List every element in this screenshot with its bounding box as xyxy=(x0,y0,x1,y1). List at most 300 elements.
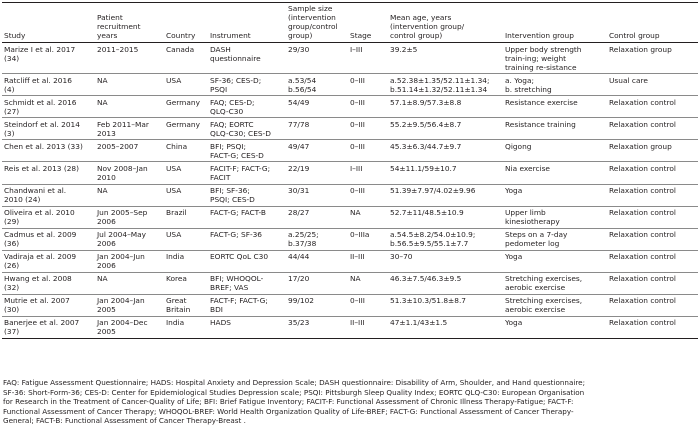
cell-instrument xyxy=(208,74,286,96)
cell-text: 49/47 xyxy=(288,141,310,151)
cell-text: Steindorf et al. 2014 xyxy=(4,119,80,129)
cell-country xyxy=(164,206,208,228)
cell-control-group xyxy=(607,43,698,74)
cell-intervention-group xyxy=(503,118,607,140)
cell-text: 28/27 xyxy=(288,208,310,218)
cell-recruitment-years xyxy=(95,140,164,162)
cell-text: (4) xyxy=(4,84,15,94)
cell-text: USA xyxy=(166,163,182,173)
cell-recruitment-years xyxy=(95,316,164,338)
cell-text: 2005–2007 xyxy=(97,141,139,151)
cell-text: 0–III xyxy=(350,75,365,85)
table-row xyxy=(2,118,698,140)
table-row xyxy=(2,272,698,294)
header-text: recruitment xyxy=(97,22,141,32)
cell-text: Chandwani et al. xyxy=(4,186,67,196)
cell-mean-age xyxy=(388,184,503,206)
cell-text: PSQI; CES-D xyxy=(210,195,255,205)
cell-stage xyxy=(348,96,388,118)
header-text: Patient xyxy=(97,13,123,23)
cell-text: II–III xyxy=(350,318,365,328)
column-header-stage xyxy=(348,3,388,43)
cell-text: 46.3±7.5/46.3±9.5 xyxy=(390,274,462,284)
cell-sample-size xyxy=(286,206,348,228)
cell-recruitment-years xyxy=(95,272,164,294)
cell-text: QLQ-C30 xyxy=(210,106,244,116)
cell-stage xyxy=(348,162,388,184)
cell-text: Feb 2011–Mar xyxy=(97,119,149,129)
study-table-container xyxy=(2,2,698,339)
cell-instrument xyxy=(208,206,286,228)
cell-text: 57.1±8.9/57.3±8.8 xyxy=(390,97,462,107)
study-characteristics-table xyxy=(2,2,698,339)
column-header-study xyxy=(2,3,95,43)
cell-text: (34) xyxy=(4,53,20,63)
cell-text: Oliveira et al. 2010 xyxy=(4,208,75,218)
cell-text: BREF; VAS xyxy=(210,283,249,293)
cell-text: DASH xyxy=(210,44,231,54)
cell-text: 55.2±9.5/56.4±8.7 xyxy=(390,119,462,129)
cell-text: China xyxy=(166,141,188,151)
cell-text: Nia exercise xyxy=(505,163,550,173)
cell-text: Resistance training xyxy=(505,119,576,129)
cell-mean-age xyxy=(388,96,503,118)
cell-sample-size xyxy=(286,316,348,338)
cell-text: a.54.5±8.2/54.0±10.9; xyxy=(390,230,476,240)
cell-recruitment-years xyxy=(95,43,164,74)
cell-text: NA xyxy=(97,97,108,107)
cell-text: II–III xyxy=(350,252,365,262)
cell-text: Relaxation control xyxy=(609,252,676,262)
cell-study xyxy=(2,74,95,96)
column-header-sample-size xyxy=(286,3,348,43)
cell-text: FAQ; CES-D; xyxy=(210,97,255,107)
table-row xyxy=(2,184,698,206)
cell-text: FACT-G; FACT-B xyxy=(210,208,266,218)
cell-sample-size xyxy=(286,250,348,272)
cell-text: NA xyxy=(97,186,108,196)
cell-recruitment-years xyxy=(95,162,164,184)
cell-instrument xyxy=(208,118,286,140)
table-row xyxy=(2,74,698,96)
cell-sample-size xyxy=(286,228,348,250)
cell-sample-size xyxy=(286,118,348,140)
cell-instrument xyxy=(208,96,286,118)
cell-text: Brazil xyxy=(166,208,187,218)
cell-text: 0–III xyxy=(350,97,365,107)
header-text: Intervention group xyxy=(505,31,574,41)
cell-text: USA xyxy=(166,75,182,85)
cell-study xyxy=(2,228,95,250)
cell-study xyxy=(2,316,95,338)
cell-text: Canada xyxy=(166,44,195,54)
cell-text: Reis et al. 2013 (28) xyxy=(4,163,80,173)
cell-text: Marize I et al. 2017 xyxy=(4,44,76,54)
cell-study xyxy=(2,140,95,162)
header-text: Sample size xyxy=(288,4,333,13)
cell-control-group xyxy=(607,272,698,294)
cell-intervention-group xyxy=(503,43,607,74)
cell-text: 22/19 xyxy=(288,163,310,173)
cell-text: aerobic exercise xyxy=(505,305,566,315)
cell-text: Relaxation control xyxy=(609,186,676,196)
cell-control-group xyxy=(607,118,698,140)
cell-text: (37) xyxy=(4,327,20,337)
cell-instrument xyxy=(208,316,286,338)
cell-text: Relaxation control xyxy=(609,274,676,284)
cell-text: Relaxation control xyxy=(609,318,676,328)
cell-study xyxy=(2,43,95,74)
table-row xyxy=(2,250,698,272)
cell-text: EORTC QoL C30 xyxy=(210,252,269,262)
header-text: (intervention group/ xyxy=(390,22,465,32)
header-text: Country xyxy=(166,31,196,41)
cell-control-group xyxy=(607,206,698,228)
cell-text: (32) xyxy=(4,283,20,293)
cell-sample-size xyxy=(286,272,348,294)
cell-instrument xyxy=(208,272,286,294)
cell-text: Relaxation group xyxy=(609,44,672,54)
cell-mean-age xyxy=(388,206,503,228)
cell-country xyxy=(164,250,208,272)
cell-recruitment-years xyxy=(95,250,164,272)
column-header-country xyxy=(164,3,208,43)
cell-country xyxy=(164,118,208,140)
cell-text: (29) xyxy=(4,217,20,227)
column-header-intervention-group xyxy=(503,3,607,43)
header-text: (intervention xyxy=(288,13,336,23)
cell-instrument xyxy=(208,43,286,74)
cell-stage xyxy=(348,250,388,272)
cell-text: b.56.5±9.5/55.1±7.7 xyxy=(390,239,469,249)
cell-text: USA xyxy=(166,186,182,196)
cell-country xyxy=(164,272,208,294)
cell-text: (36) xyxy=(4,239,20,249)
cell-intervention-group xyxy=(503,184,607,206)
cell-text: 39.2±5 xyxy=(390,44,418,54)
cell-text: Yoga xyxy=(505,186,523,196)
cell-text: Jan 2004–Jan xyxy=(97,296,145,306)
cell-text: Cadmus et al. 2009 xyxy=(4,230,77,240)
cell-instrument xyxy=(208,140,286,162)
cell-text: 30–70 xyxy=(390,252,413,262)
table-header xyxy=(2,3,698,43)
cell-text: Germany xyxy=(166,97,200,107)
cell-text: Schmidt et al. 2016 xyxy=(4,97,77,107)
cell-text: 2011–2015 xyxy=(97,44,139,54)
cell-stage xyxy=(348,294,388,316)
cell-stage xyxy=(348,140,388,162)
cell-control-group xyxy=(607,250,698,272)
footnote-line: for Research in the Treatment of Cancer-Quality of Life; BFI: Brief Fatigue Inventory; FACIT-F: Functional Assessment of Chronic Illness Therapy-Fatigue; FACT-F: xyxy=(3,397,574,407)
cell-text: 2010 xyxy=(97,173,116,182)
cell-intervention-group xyxy=(503,162,607,184)
table-row xyxy=(2,294,698,316)
cell-intervention-group xyxy=(503,206,607,228)
table-row xyxy=(2,43,698,74)
cell-country xyxy=(164,228,208,250)
cell-stage xyxy=(348,43,388,74)
cell-recruitment-years xyxy=(95,74,164,96)
cell-control-group xyxy=(607,162,698,184)
cell-country xyxy=(164,74,208,96)
cell-instrument xyxy=(208,162,286,184)
header-row xyxy=(2,3,698,43)
cell-study xyxy=(2,96,95,118)
cell-text: Jul 2004–May xyxy=(97,230,147,240)
footnote-line: FAQ: Fatigue Assessment Questionnaire; HADS: Hospital Anxiety and Depression Scale; DASH questionnaire: Disability of Arm, Shoulder, and Hand questionnaire; xyxy=(3,378,585,387)
cell-text: questionnaire xyxy=(210,53,261,63)
cell-text: Upper limb xyxy=(505,208,546,218)
cell-text: SF-36; CES-D; xyxy=(210,75,262,85)
cell-text: (30) xyxy=(4,305,20,315)
cell-control-group xyxy=(607,228,698,250)
cell-mean-age xyxy=(388,228,503,250)
cell-text: 54±11.1/59±10.7 xyxy=(390,163,457,173)
cell-instrument xyxy=(208,294,286,316)
cell-stage xyxy=(348,206,388,228)
cell-text: pedometer log xyxy=(505,239,560,249)
table-footnote xyxy=(3,378,697,426)
header-text: control group) xyxy=(390,31,443,41)
table-row xyxy=(2,316,698,338)
cell-intervention-group xyxy=(503,272,607,294)
cell-text: Vadiraja et al. 2009 xyxy=(4,252,77,262)
cell-text: 44/44 xyxy=(288,252,310,262)
cell-text: NA xyxy=(350,208,361,218)
cell-text: 54/49 xyxy=(288,97,310,107)
cell-sample-size xyxy=(286,162,348,184)
cell-intervention-group xyxy=(503,228,607,250)
cell-intervention-group xyxy=(503,316,607,338)
cell-country xyxy=(164,43,208,74)
cell-control-group xyxy=(607,184,698,206)
table-body xyxy=(2,43,698,339)
cell-text: Banerjee et al. 2007 xyxy=(4,318,80,328)
column-header-instrument xyxy=(208,3,286,43)
cell-text: a.52.38±1.35/52.11±1.34; xyxy=(390,75,490,85)
cell-text: 51.3±10.3/51.8±8.7 xyxy=(390,296,466,306)
cell-text: Korea xyxy=(166,274,187,284)
cell-instrument xyxy=(208,228,286,250)
cell-text: b.37/38 xyxy=(288,239,317,249)
cell-sample-size xyxy=(286,96,348,118)
cell-text: Usual care xyxy=(609,75,648,85)
footnote-line: SF-36: Short-Form-36; CES-D: Center for Epidemiological Studies Depression scale; PSQI: Pittsburgh Sleep Quality Index; EORTC QLQ-C30: European Organisation xyxy=(3,387,585,397)
column-header-recruitment-years xyxy=(95,3,164,43)
cell-intervention-group xyxy=(503,140,607,162)
cell-text: a.53/54 xyxy=(288,75,317,85)
cell-text: FACT-G; CES-D xyxy=(210,150,264,160)
header-text: Control group xyxy=(609,31,660,41)
cell-text: Relaxation control xyxy=(609,208,676,218)
cell-country xyxy=(164,184,208,206)
cell-text: BDI xyxy=(210,305,223,315)
cell-recruitment-years xyxy=(95,184,164,206)
cell-country xyxy=(164,96,208,118)
cell-intervention-group xyxy=(503,294,607,316)
cell-text: 0–III xyxy=(350,296,365,306)
cell-text: a.25/25; xyxy=(288,230,319,240)
table-row xyxy=(2,228,698,250)
cell-recruitment-years xyxy=(95,228,164,250)
cell-text: BFI; PSQI; xyxy=(210,141,246,151)
cell-mean-age xyxy=(388,294,503,316)
column-header-control-group xyxy=(607,3,698,43)
cell-text: 0–III xyxy=(350,186,365,196)
cell-text: aerobic exercise xyxy=(505,283,566,293)
cell-mean-age xyxy=(388,140,503,162)
cell-intervention-group xyxy=(503,74,607,96)
cell-intervention-group xyxy=(503,250,607,272)
cell-sample-size xyxy=(286,184,348,206)
cell-mean-age xyxy=(388,118,503,140)
cell-text: 17/20 xyxy=(288,274,310,284)
cell-text: HADS xyxy=(210,318,231,328)
cell-stage xyxy=(348,118,388,140)
cell-country xyxy=(164,162,208,184)
cell-text: BFI; SF-36; xyxy=(210,186,250,196)
cell-text: (3) xyxy=(4,128,15,138)
cell-text: 99/102 xyxy=(288,296,315,306)
cell-text: Relaxation control xyxy=(609,97,676,107)
cell-text: (27) xyxy=(4,106,20,116)
cell-text: 35/23 xyxy=(288,318,310,328)
cell-text: Jan 2004–Jun xyxy=(97,252,145,262)
table-row xyxy=(2,206,698,228)
header-text: Study xyxy=(4,31,26,41)
cell-text: 0–III xyxy=(350,119,365,129)
cell-text: Yoga xyxy=(505,318,523,328)
cell-text: 2006 xyxy=(97,217,116,227)
cell-recruitment-years xyxy=(95,294,164,316)
cell-sample-size xyxy=(286,43,348,74)
cell-stage xyxy=(348,316,388,338)
header-text: Instrument xyxy=(210,31,251,41)
cell-text: QLQ-C30; CES-D xyxy=(210,128,271,138)
cell-text: Qigong xyxy=(505,141,532,151)
cell-text: Stretching exercises, xyxy=(505,296,583,306)
cell-recruitment-years xyxy=(95,118,164,140)
cell-text: I–III xyxy=(350,163,363,173)
cell-text: 47±1.1/43±1.5 xyxy=(390,318,448,328)
header-text: group) xyxy=(288,31,313,41)
cell-text: Relaxation control xyxy=(609,230,676,240)
cell-text: Chen et al. 2013 (33) xyxy=(4,141,83,151)
cell-text: Britain xyxy=(166,305,191,315)
cell-text: Steps on a 7-day xyxy=(505,230,568,240)
footnote-line: Functional Assessment of Cancer Therapy; WHOQOL-BREF: World Health Organization Quality of Life-BREF; FACT-G: Functional Assessment of Cancer Therapy- xyxy=(3,406,574,416)
cell-country xyxy=(164,316,208,338)
cell-text: Jun 2005–Sep xyxy=(97,208,148,218)
cell-text: Mutrie et al. 2007 xyxy=(4,296,70,306)
cell-text: FAQ; EORTC xyxy=(210,119,254,129)
cell-study xyxy=(2,250,95,272)
cell-text: NA xyxy=(97,75,108,85)
cell-text: Relaxation control xyxy=(609,119,676,129)
cell-sample-size xyxy=(286,294,348,316)
cell-study xyxy=(2,184,95,206)
header-text: group/control xyxy=(288,22,338,32)
cell-text: 2006 xyxy=(97,261,116,271)
cell-text: Upper body strength xyxy=(505,44,582,54)
cell-mean-age xyxy=(388,162,503,184)
cell-control-group xyxy=(607,96,698,118)
cell-mean-age xyxy=(388,272,503,294)
cell-intervention-group xyxy=(503,96,607,118)
header-text: years xyxy=(97,31,118,41)
cell-text: Ratcliff et al. 2016 xyxy=(4,75,72,85)
cell-text: Relaxation group xyxy=(609,141,672,151)
cell-text: FACT-F; FACT-G; xyxy=(210,296,268,306)
cell-text: FACT-G; SF-36 xyxy=(210,230,263,240)
cell-text: b.56/54 xyxy=(288,84,317,94)
cell-text: 52.7±11/48.5±10.9 xyxy=(390,208,464,218)
footnote-line: General; FACT-B: Functional Assessment of Cancer Therapy-Breast . xyxy=(3,416,246,426)
cell-control-group xyxy=(607,316,698,338)
cell-text: 2006 xyxy=(97,239,116,249)
cell-stage xyxy=(348,74,388,96)
cell-text: training re-sistance xyxy=(505,62,577,72)
cell-text: Jan 2004–Dec xyxy=(97,318,148,328)
cell-control-group xyxy=(607,294,698,316)
cell-text: kinesiotherapy xyxy=(505,217,560,227)
cell-instrument xyxy=(208,184,286,206)
cell-text: Relaxation control xyxy=(609,296,676,306)
cell-recruitment-years xyxy=(95,206,164,228)
cell-study xyxy=(2,294,95,316)
cell-text: 2010 (24) xyxy=(4,195,41,205)
cell-sample-size xyxy=(286,74,348,96)
cell-text: NA xyxy=(350,274,361,284)
cell-text: FACIT xyxy=(210,173,231,182)
cell-stage xyxy=(348,228,388,250)
cell-text: Stretching exercises, xyxy=(505,274,583,284)
cell-text: b.51.14±1.32/52.11±1.34 xyxy=(390,84,488,94)
cell-text: train-ing; weight xyxy=(505,53,567,63)
cell-text: PSQI xyxy=(210,84,228,94)
cell-study xyxy=(2,118,95,140)
cell-text: India xyxy=(166,318,185,328)
cell-study xyxy=(2,206,95,228)
cell-sample-size xyxy=(286,140,348,162)
cell-mean-age xyxy=(388,316,503,338)
cell-control-group xyxy=(607,74,698,96)
cell-study xyxy=(2,272,95,294)
cell-text: Relaxation control xyxy=(609,163,676,173)
cell-text: 77/78 xyxy=(288,119,310,129)
cell-text: India xyxy=(166,252,185,262)
cell-text: 29/30 xyxy=(288,44,310,54)
cell-text: Resistance exercise xyxy=(505,97,578,107)
cell-text: Great xyxy=(166,296,187,306)
cell-text: 2013 xyxy=(97,128,116,138)
cell-text: 45.3±6.3/44.7±9.7 xyxy=(390,141,462,151)
cell-text: 30/31 xyxy=(288,186,310,196)
cell-study xyxy=(2,162,95,184)
header-text: Mean age, years xyxy=(390,13,452,23)
cell-text: BFI; WHOQOL- xyxy=(210,274,264,284)
cell-stage xyxy=(348,272,388,294)
cell-text: Nov 2008–Jan xyxy=(97,163,148,173)
cell-text: 2005 xyxy=(97,305,116,315)
cell-text: a. Yoga; xyxy=(505,75,534,85)
cell-text: Yoga xyxy=(505,252,523,262)
cell-instrument xyxy=(208,250,286,272)
cell-control-group xyxy=(607,140,698,162)
cell-recruitment-years xyxy=(95,96,164,118)
cell-stage xyxy=(348,184,388,206)
